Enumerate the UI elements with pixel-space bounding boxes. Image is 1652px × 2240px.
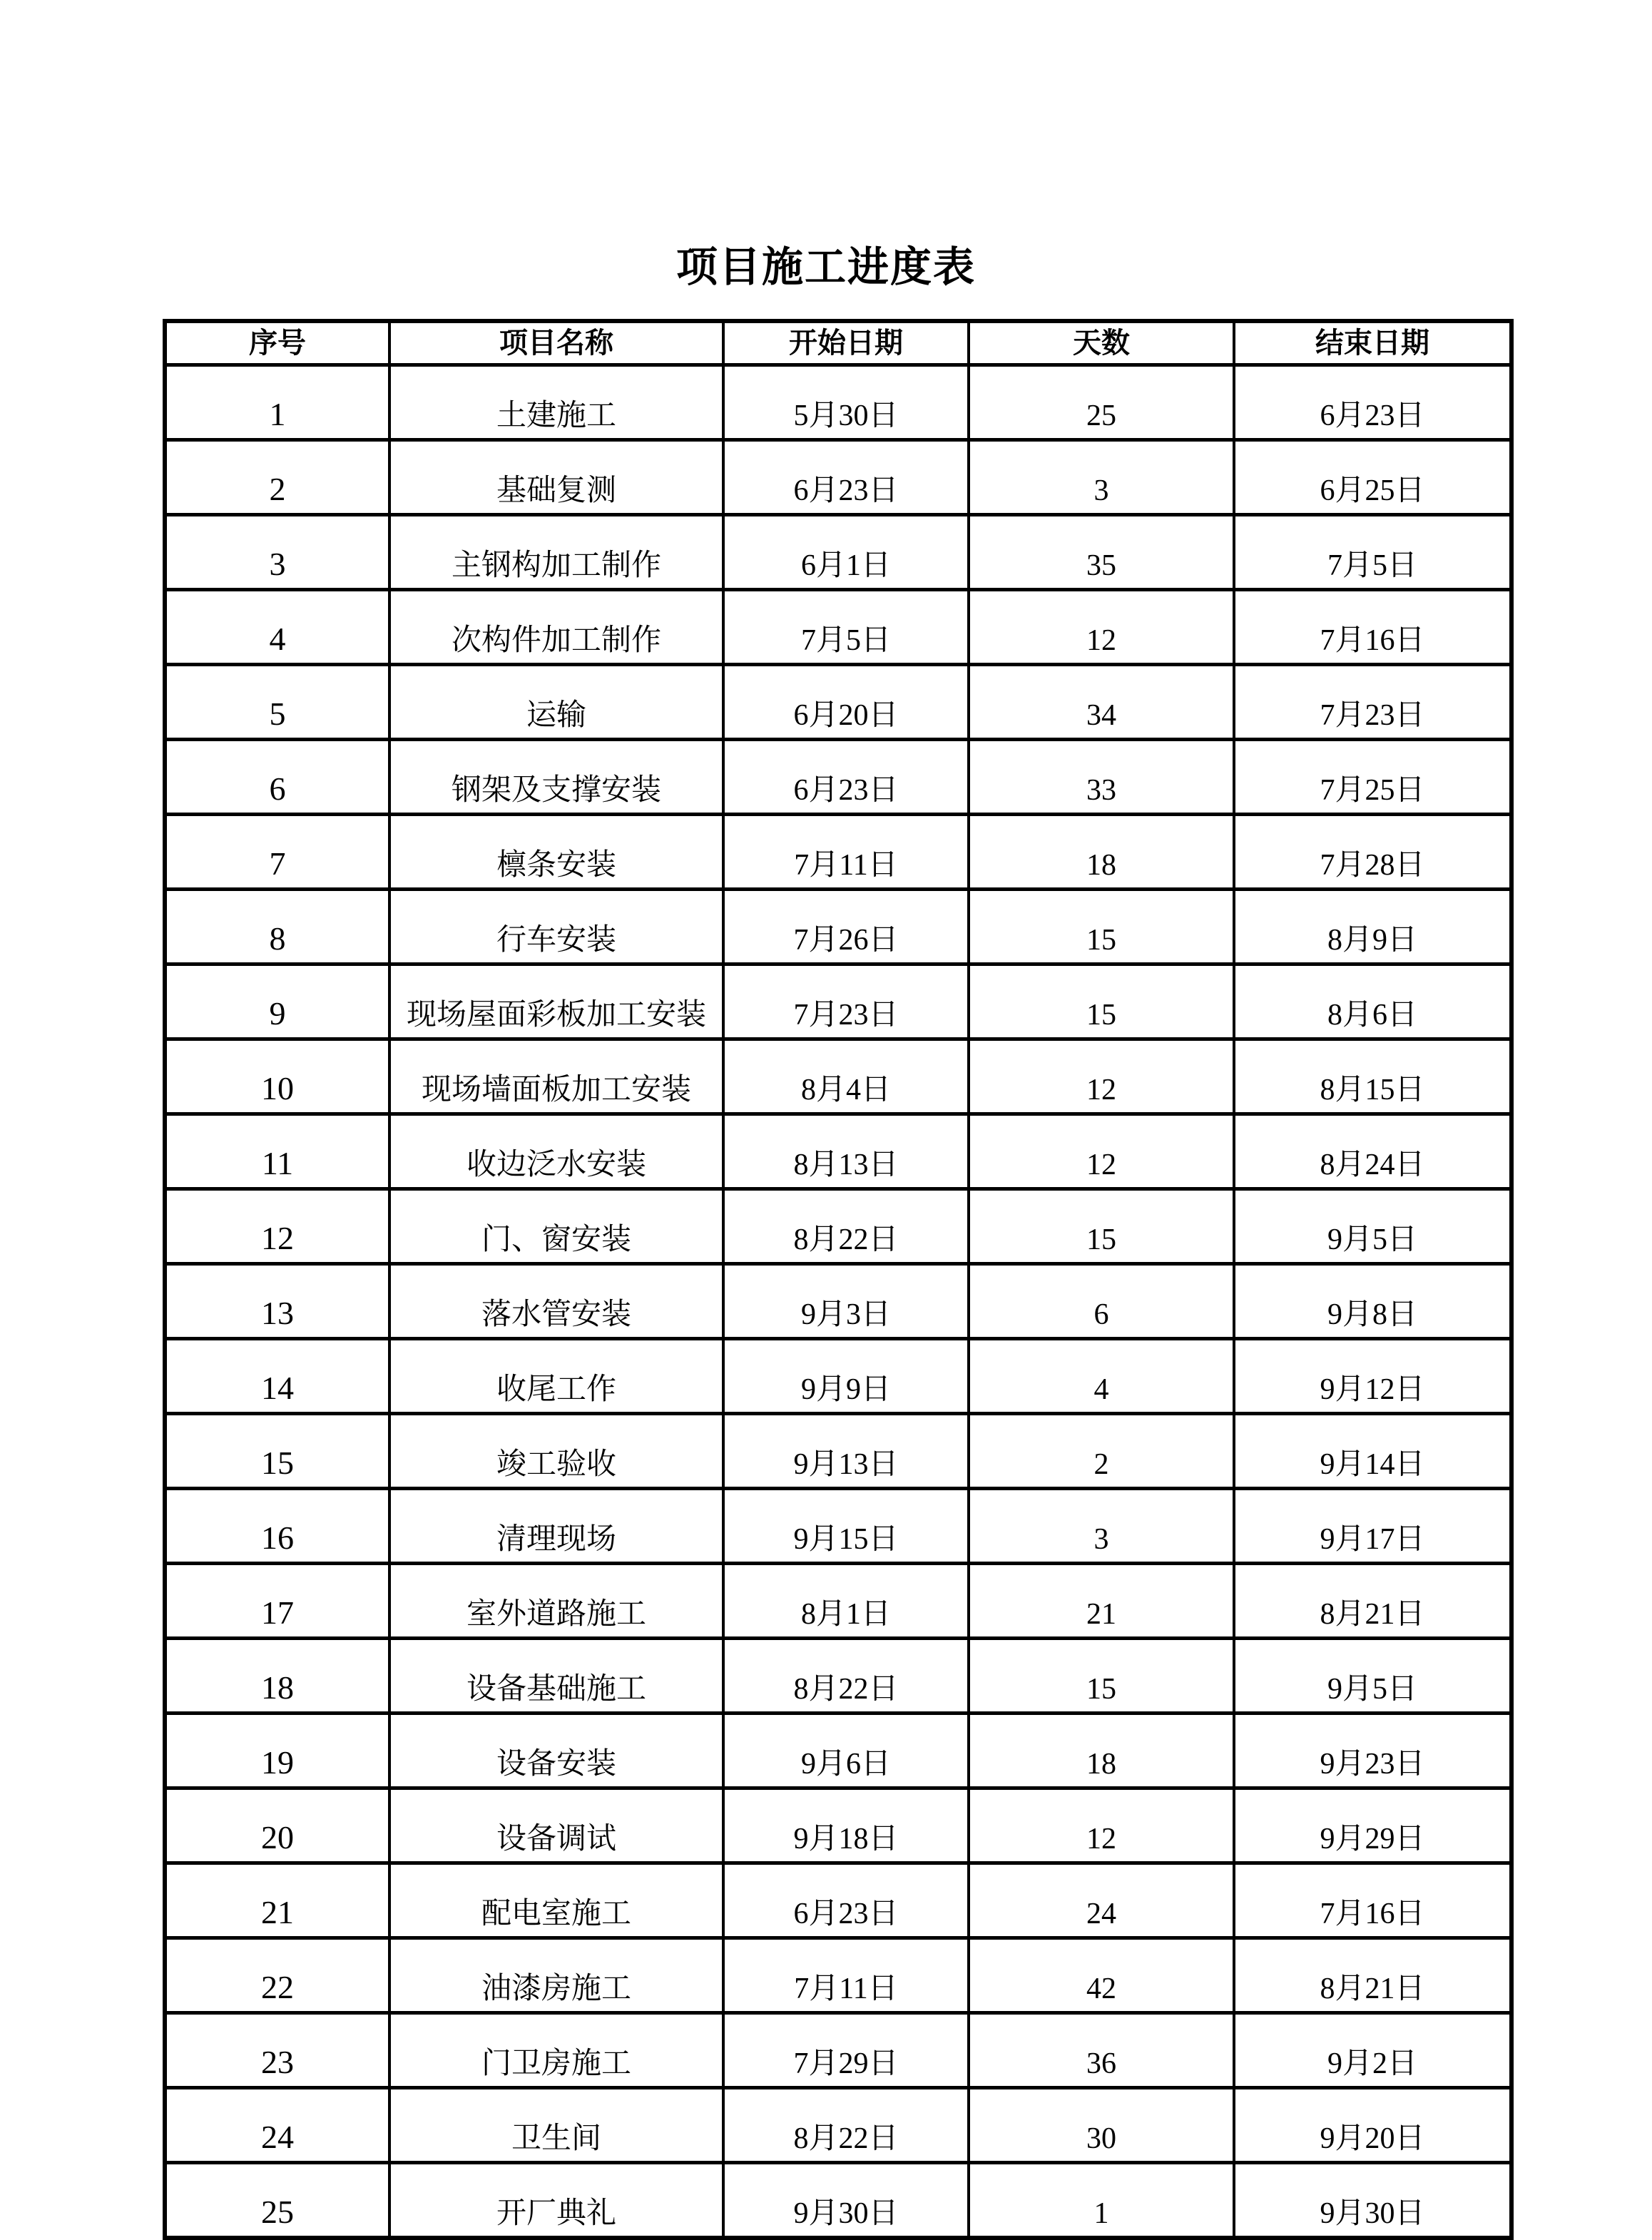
table-row [165, 740, 1511, 815]
cell-start-date: 7月11日 [723, 815, 969, 890]
cell-project-name: 行车安装 [389, 890, 723, 964]
cell-days: 30 [969, 2088, 1234, 2163]
cell-start-date: 9月3日 [723, 1264, 969, 1339]
cell-days: 3 [969, 1489, 1234, 1564]
cell-seq: 16 [165, 1489, 389, 1564]
cell-project-name: 清理现场 [389, 1489, 723, 1564]
cell-days: 34 [969, 665, 1234, 740]
cell-end-date: 9月20日 [1234, 2088, 1511, 2163]
page-title: 项目施工进度表 [675, 244, 976, 290]
cell-project-name: 次构件加工制作 [389, 590, 723, 665]
cell-project-name: 设备基础施工 [389, 1639, 723, 1714]
cell-days: 6 [969, 1264, 1234, 1339]
cell-seq: 9 [165, 964, 389, 1039]
cell-start-date: 7月26日 [723, 890, 969, 964]
cell-end-date: 9月23日 [1234, 1714, 1511, 1788]
cell-start-date: 8月4日 [723, 1039, 969, 1114]
cell-end-date: 9月12日 [1234, 1339, 1511, 1414]
cell-start-date: 8月22日 [723, 2088, 969, 2163]
cell-end-date: 9月30日 [1234, 2163, 1511, 2239]
cell-seq: 7 [165, 815, 389, 890]
cell-days: 18 [969, 1714, 1234, 1788]
cell-project-name: 门、窗安装 [389, 1189, 723, 1264]
table-row [165, 365, 1511, 440]
table-row [165, 1489, 1511, 1564]
cell-project-name: 卫生间 [389, 2088, 723, 2163]
cell-start-date: 9月18日 [723, 1788, 969, 1863]
cell-project-name: 土建施工 [389, 365, 723, 440]
cell-start-date: 8月22日 [723, 1189, 969, 1264]
cell-seq: 4 [165, 590, 389, 665]
cell-project-name: 运输 [389, 665, 723, 740]
cell-start-date: 9月15日 [723, 1489, 969, 1564]
cell-project-name: 钢架及支撑安装 [389, 740, 723, 815]
cell-start-date: 6月23日 [723, 740, 969, 815]
cell-end-date: 8月24日 [1234, 1114, 1511, 1189]
cell-seq: 25 [165, 2163, 389, 2239]
cell-days: 12 [969, 1114, 1234, 1189]
cell-days: 12 [969, 1788, 1234, 1863]
cell-days: 12 [969, 590, 1234, 665]
cell-start-date: 8月13日 [723, 1114, 969, 1189]
table-row [165, 964, 1511, 1039]
cell-seq: 1 [165, 365, 389, 440]
cell-start-date: 6月23日 [723, 440, 969, 515]
cell-days: 12 [969, 1039, 1234, 1114]
cell-project-name: 檩条安装 [389, 815, 723, 890]
table-row [165, 1714, 1511, 1788]
cell-seq: 13 [165, 1264, 389, 1339]
cell-project-name: 开厂典礼 [389, 2163, 723, 2239]
table-row [165, 1564, 1511, 1639]
table-row [165, 1639, 1511, 1714]
cell-start-date: 6月1日 [723, 515, 969, 590]
cell-days: 35 [969, 515, 1234, 590]
cell-days: 15 [969, 964, 1234, 1039]
cell-days: 1 [969, 2163, 1234, 2239]
cell-days: 25 [969, 365, 1234, 440]
cell-end-date: 7月16日 [1234, 590, 1511, 665]
cell-seq: 8 [165, 890, 389, 964]
table-row [165, 1264, 1511, 1339]
table-row [165, 665, 1511, 740]
cell-seq: 11 [165, 1114, 389, 1189]
cell-end-date: 9月5日 [1234, 1189, 1511, 1264]
cell-start-date: 9月9日 [723, 1339, 969, 1414]
table-row [165, 1339, 1511, 1414]
cell-seq: 23 [165, 2013, 389, 2088]
table-row [165, 1189, 1511, 1264]
cell-seq: 19 [165, 1714, 389, 1788]
table-row [165, 1414, 1511, 1489]
cell-start-date: 5月30日 [723, 365, 969, 440]
cell-start-date: 7月23日 [723, 964, 969, 1039]
header-seq: 序号 [165, 321, 389, 365]
cell-project-name: 门卫房施工 [389, 2013, 723, 2088]
cell-start-date: 6月23日 [723, 1863, 969, 1938]
schedule-table [163, 319, 1514, 2240]
cell-days: 33 [969, 740, 1234, 815]
cell-seq: 12 [165, 1189, 389, 1264]
cell-end-date: 8月6日 [1234, 964, 1511, 1039]
table-row [165, 1114, 1511, 1189]
cell-end-date: 7月28日 [1234, 815, 1511, 890]
table-row [165, 515, 1511, 590]
cell-end-date: 9月17日 [1234, 1489, 1511, 1564]
table-row [165, 890, 1511, 964]
cell-project-name: 油漆房施工 [389, 1938, 723, 2013]
cell-end-date: 7月16日 [1234, 1863, 1511, 1938]
cell-days: 36 [969, 2013, 1234, 2088]
cell-start-date: 9月30日 [723, 2163, 969, 2239]
cell-days: 15 [969, 1639, 1234, 1714]
header-project-name: 项目名称 [389, 321, 723, 365]
cell-seq: 18 [165, 1639, 389, 1714]
table-header [165, 321, 1511, 365]
header-start-date: 开始日期 [723, 321, 969, 365]
table-row [165, 440, 1511, 515]
cell-start-date: 7月29日 [723, 2013, 969, 2088]
cell-project-name: 收边泛水安装 [389, 1114, 723, 1189]
cell-project-name: 落水管安装 [389, 1264, 723, 1339]
table-row [165, 815, 1511, 890]
table-row [165, 2163, 1511, 2239]
cell-end-date: 8月21日 [1234, 1564, 1511, 1639]
cell-end-date: 8月15日 [1234, 1039, 1511, 1114]
table-row [165, 1938, 1511, 2013]
cell-end-date: 9月29日 [1234, 1788, 1511, 1863]
cell-days: 24 [969, 1863, 1234, 1938]
cell-start-date: 8月22日 [723, 1639, 969, 1714]
cell-end-date: 7月23日 [1234, 665, 1511, 740]
cell-project-name: 收尾工作 [389, 1339, 723, 1414]
cell-project-name: 配电室施工 [389, 1863, 723, 1938]
table-row [165, 2013, 1511, 2088]
cell-project-name: 室外道路施工 [389, 1564, 723, 1639]
cell-end-date: 9月8日 [1234, 1264, 1511, 1339]
cell-seq: 14 [165, 1339, 389, 1414]
cell-project-name: 主钢构加工制作 [389, 515, 723, 590]
cell-seq: 22 [165, 1938, 389, 2013]
header-days: 天数 [969, 321, 1234, 365]
cell-project-name: 竣工验收 [389, 1414, 723, 1489]
cell-start-date: 8月1日 [723, 1564, 969, 1639]
table-body [165, 365, 1511, 2239]
cell-end-date: 7月5日 [1234, 515, 1511, 590]
cell-start-date: 7月5日 [723, 590, 969, 665]
cell-start-date: 9月6日 [723, 1714, 969, 1788]
cell-days: 18 [969, 815, 1234, 890]
cell-seq: 5 [165, 665, 389, 740]
cell-seq: 6 [165, 740, 389, 815]
cell-seq: 15 [165, 1414, 389, 1489]
cell-days: 4 [969, 1339, 1234, 1414]
cell-seq: 3 [165, 515, 389, 590]
cell-project-name: 现场屋面彩板加工安装 [389, 964, 723, 1039]
cell-seq: 20 [165, 1788, 389, 1863]
cell-seq: 2 [165, 440, 389, 515]
cell-project-name: 设备调试 [389, 1788, 723, 1863]
table-row [165, 1863, 1511, 1938]
cell-end-date: 7月25日 [1234, 740, 1511, 815]
cell-end-date: 9月5日 [1234, 1639, 1511, 1714]
header-row [165, 321, 1511, 365]
cell-seq: 24 [165, 2088, 389, 2163]
cell-end-date: 8月9日 [1234, 890, 1511, 964]
cell-days: 21 [969, 1564, 1234, 1639]
cell-end-date: 9月2日 [1234, 2013, 1511, 2088]
table-row [165, 2088, 1511, 2163]
cell-start-date: 7月11日 [723, 1938, 969, 2013]
cell-end-date: 9月14日 [1234, 1414, 1511, 1489]
cell-days: 2 [969, 1414, 1234, 1489]
cell-end-date: 6月23日 [1234, 365, 1511, 440]
cell-seq: 17 [165, 1564, 389, 1639]
cell-end-date: 8月21日 [1234, 1938, 1511, 2013]
table-row [165, 1039, 1511, 1114]
cell-seq: 21 [165, 1863, 389, 1938]
cell-days: 3 [969, 440, 1234, 515]
table-row [165, 1788, 1511, 1863]
cell-project-name: 现场墙面板加工安装 [389, 1039, 723, 1114]
table-row [165, 590, 1511, 665]
header-end-date: 结束日期 [1234, 321, 1511, 365]
cell-days: 15 [969, 890, 1234, 964]
cell-project-name: 设备安装 [389, 1714, 723, 1788]
cell-days: 42 [969, 1938, 1234, 2013]
cell-seq: 10 [165, 1039, 389, 1114]
cell-days: 15 [969, 1189, 1234, 1264]
cell-start-date: 6月20日 [723, 665, 969, 740]
cell-project-name: 基础复测 [389, 440, 723, 515]
cell-end-date: 6月25日 [1234, 440, 1511, 515]
cell-start-date: 9月13日 [723, 1414, 969, 1489]
